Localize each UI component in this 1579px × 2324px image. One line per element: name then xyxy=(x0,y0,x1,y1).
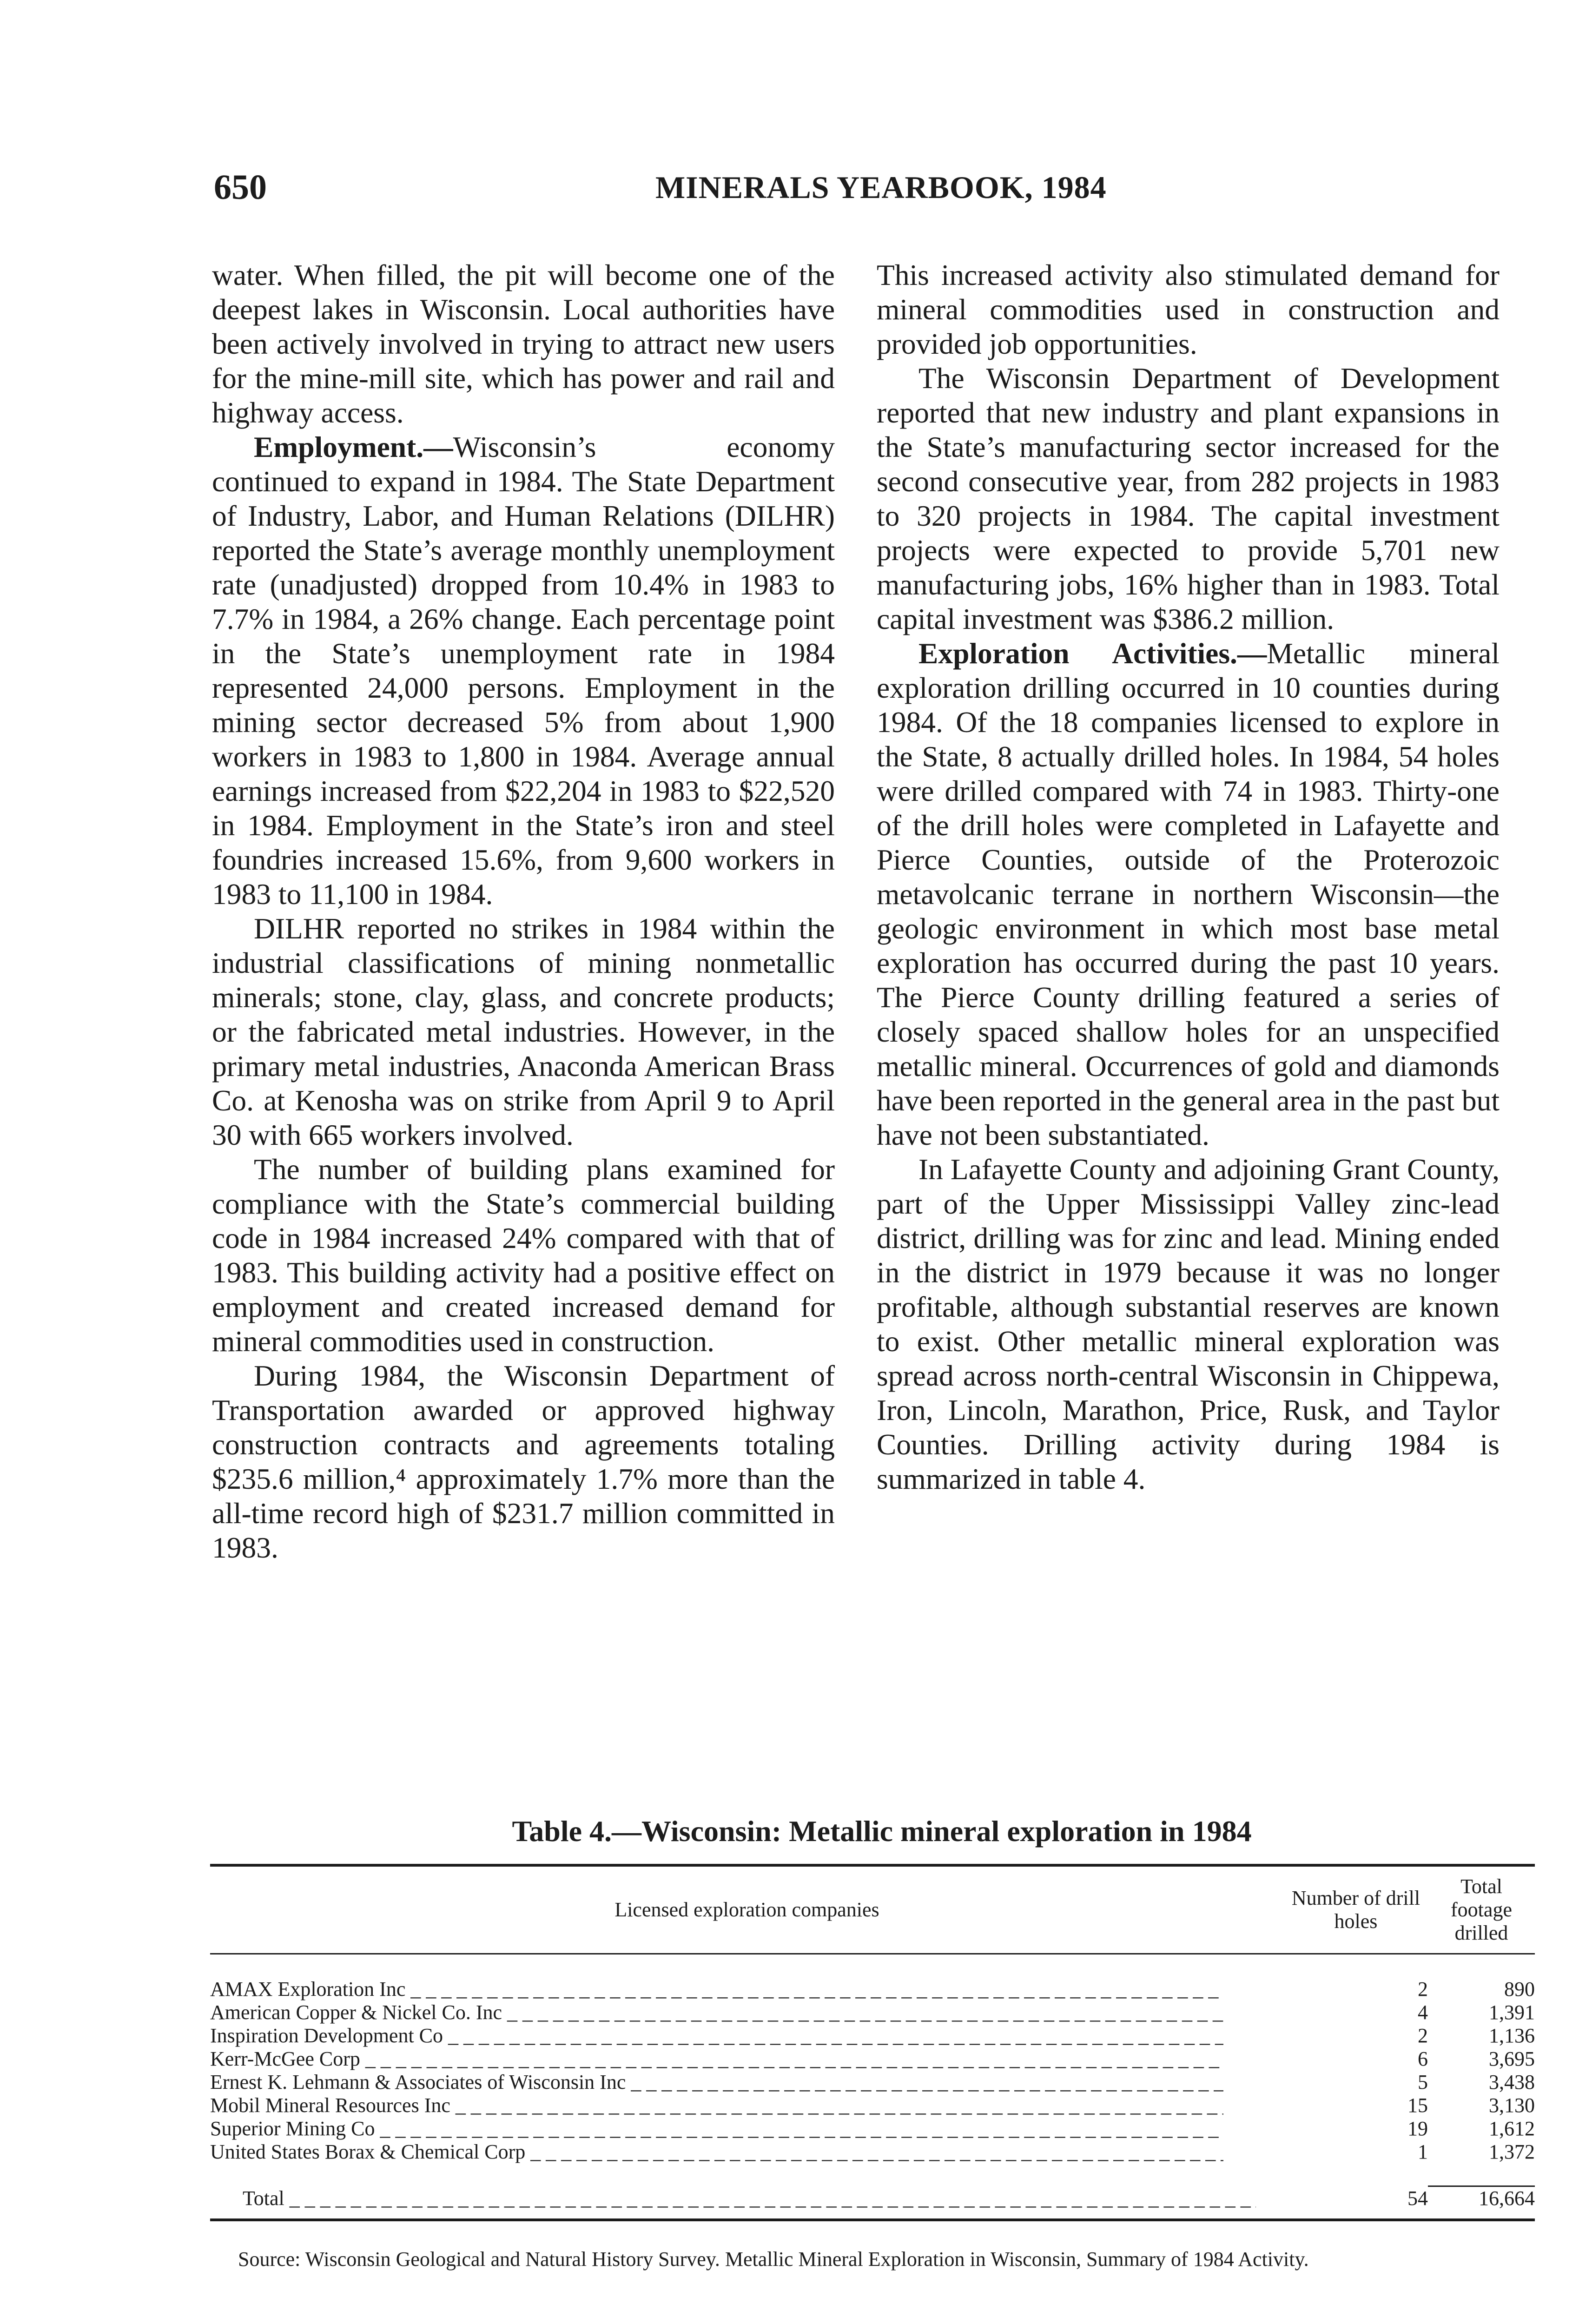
company-cell-wrap xyxy=(210,2047,1223,2071)
leader-dots xyxy=(525,2140,1223,2163)
company-cell xyxy=(210,2094,1284,2117)
company-cell xyxy=(210,2071,1284,2094)
leader-dots xyxy=(626,2071,1223,2093)
leader-dots xyxy=(405,1978,1223,2000)
company-cell-wrap xyxy=(210,1978,1223,2001)
right-paragraph-4: In Lafayette County and adjoining Grant County, part of the Upper Mississippi Valley zinc-lead district, drilling was for zinc and lead. Mining ended in the district in 1979 because it was no longer profitable, although substantial reserves are known to exist. Other metallic mineral exploration was spread across north-central Wisconsin in Chippewa, Iron, Lincoln, Marathon, Price, Rusk, and Taylor Counties. Drilling activity during 1984 is summarized in table 4. xyxy=(877,1153,1500,1495)
footage-cell: 1,391 xyxy=(1489,2001,1535,2024)
table-total-row xyxy=(210,2187,1535,2210)
leader-dots xyxy=(502,2001,1223,2024)
total-label-text: Total xyxy=(243,2187,284,2210)
company-name: Inspiration Development Co xyxy=(210,2024,443,2047)
running-head: MINERALS YEARBOOK, 1984 xyxy=(655,170,1107,205)
total-label xyxy=(210,2187,1256,2210)
company-cell xyxy=(210,2117,1284,2140)
company-cell xyxy=(210,2024,1284,2047)
table-title: Table 4.—Wisconsin: Metallic mineral exploration in 1984 xyxy=(512,1815,1252,1848)
left-paragraph-1: water. When filled, the pit will become one of the deepest lakes in Wisconsin. Local authorities have been actively involved in trying to attract new users for the mine-mill site, which has power and rail and highway access. xyxy=(212,258,835,429)
company-cell-wrap xyxy=(210,2071,1223,2094)
company-cell-wrap xyxy=(210,2001,1223,2024)
left-paragraph-3: DILHR reported no strikes in 1984 within the industrial classifications of mining nonmetallic minerals; stone, clay, glass, and concrete products; or the fabricated metal industries. However, in the primary metal industries, Anaconda American Brass Co. at Kenosha was on strike from April 9 to April 30 with 665 workers involved. xyxy=(212,912,835,1151)
table-body xyxy=(210,1954,1535,2164)
leader-dots xyxy=(443,2024,1223,2047)
company-name: Kerr-McGee Corp xyxy=(210,2047,360,2070)
company-cell-wrap xyxy=(210,2094,1223,2117)
table-spacer xyxy=(210,1954,1535,1978)
table-row xyxy=(210,2001,1535,2024)
table-total-body xyxy=(210,2164,1535,2210)
company-name: Superior Mining Co xyxy=(210,2117,375,2140)
table-row xyxy=(210,2071,1535,2094)
leader-dots xyxy=(375,2117,1223,2140)
employment-text: Wisconsin’s economy continued to expand in 1984. The State Department of Industry, Labor, and Human Relations (DILHR) reported the State’s average monthly unemployment rate (unadjusted) dropped from 10.4% in 1983 to 7.7% in 1984, a 26% change. Each percentage point in the State’s unemployment rate in 1984 represented 24,000 persons. Employment in the mining sector decreased 5% from about 1,900 workers in 1983 to 1,800 in 1984. Average annual earnings increased from $22,204 in 1983 to $22,520 in 1984. Employment in the State’s iron and steel foundries increased 15.6%, from 9,600 workers in 1983 to 11,100 in 1984. xyxy=(212,430,835,911)
total-footage: 16,664 xyxy=(1479,2187,1535,2210)
right-column xyxy=(877,258,1500,1496)
employment-run-in-heading: Employment.— xyxy=(254,430,453,463)
drill-holes-cell: 2 xyxy=(1418,2024,1428,2047)
right-paragraph-1: This increased activity also stimulated demand for mineral commodities used in construction and provided job opportunities. xyxy=(877,258,1500,360)
footage-cell: 1,136 xyxy=(1489,2024,1535,2047)
drill-holes-cell: 4 xyxy=(1418,2001,1428,2024)
leader-dots xyxy=(360,2047,1223,2070)
header-drill-holes: Number of drill holes xyxy=(1284,1867,1428,1954)
table-row xyxy=(210,2024,1535,2047)
total-leader-dots xyxy=(284,2187,1256,2210)
table-row xyxy=(210,1978,1535,2001)
drill-holes-cell: 5 xyxy=(1418,2071,1428,2093)
exploration-table xyxy=(210,1867,1535,2210)
exploration-run-in-heading: Exploration Activities.— xyxy=(918,637,1267,670)
company-name: American Copper & Nickel Co. Inc xyxy=(210,2001,502,2024)
drill-holes-cell: 1 xyxy=(1418,2140,1428,2163)
left-paragraph-2 xyxy=(212,430,835,911)
right-paragraph-3 xyxy=(877,636,1500,1152)
company-cell xyxy=(210,1978,1284,2001)
drill-holes-cell: 6 xyxy=(1418,2047,1428,2070)
header-companies: Licensed exploration companies xyxy=(210,1867,1284,1954)
table-row xyxy=(210,2047,1535,2071)
header-total-footage: Total footage drilled xyxy=(1428,1867,1535,1954)
company-cell-wrap xyxy=(210,2117,1223,2140)
footage-cell: 3,130 xyxy=(1489,2094,1535,2117)
table-row xyxy=(210,2140,1535,2164)
drill-holes-cell: 19 xyxy=(1407,2117,1428,2140)
company-name: Ernest K. Lehmann & Associates of Wisconsin Inc xyxy=(210,2071,626,2093)
leader-dots xyxy=(450,2094,1223,2117)
table-header-row xyxy=(210,1867,1535,1954)
company-cell xyxy=(210,2047,1284,2071)
table-bottom-rule xyxy=(210,2218,1535,2221)
footage-cell: 3,438 xyxy=(1489,2071,1535,2093)
exploration-text: Metallic mineral exploration drilling occurred in 10 counties during 1984. Of the 18 companies licensed to explore in the State, 8 actually drilled holes. In 1984, 54 holes were drilled compared with 74 in 1983. Thirty-one of the drill holes were completed in Lafayette and Pierce Counties, outside of the Proterozoic metavolcanic terrane in northern Wisconsin—the geologic environment in which most base metal exploration has occurred during the past 10 years. The Pierce County drilling featured a series of closely spaced shallow holes for an unspecified metallic mineral. Occurrences of gold and diamonds have been reported in the general area in the past but have not been substantiated. xyxy=(877,637,1500,1151)
page-number: 650 xyxy=(214,168,267,207)
company-name: United States Borax & Chemical Corp xyxy=(210,2140,526,2163)
sum-rule-row xyxy=(210,2164,1535,2187)
left-paragraph-5: During 1984, the Wisconsin Department of Transportation awarded or approved highway construction contracts and agreements totaling $235.6 million,⁴ approximately 1.7% more than the all-time record high of $231.7 million committed in 1983. xyxy=(212,1359,835,1564)
left-paragraph-4: The number of building plans examined for compliance with the State’s commercial building code in 1984 increased 24% compared with that of 1983. This building activity had a positive effect on employment and created increased demand for mineral commodities used in construction. xyxy=(212,1153,835,1358)
left-column xyxy=(212,258,835,1565)
right-paragraph-2: The Wisconsin Department of Development reported that new industry and plant expansions in the State’s manufacturing sector increased for the second consecutive year, from 282 projects in 1983 to 320 projects in 1984. The capital investment projects were expected to provide 5,701 new manufacturing jobs, 16% higher than in 1983. Total capital investment was $386.2 million. xyxy=(877,362,1500,635)
page-header xyxy=(214,167,1553,218)
table-source-note: Source: Wisconsin Geological and Natural History Survey. Metallic Mineral Exploration in Wisconsin, Summary of 1984 Activity. xyxy=(238,2248,1309,2271)
total-drill-holes: 54 xyxy=(1407,2187,1428,2210)
footage-cell: 890 xyxy=(1504,1978,1535,2000)
drill-holes-cell: 15 xyxy=(1407,2094,1428,2117)
exploration-table-block xyxy=(210,1808,1535,2270)
footage-cell: 1,372 xyxy=(1489,2140,1535,2163)
company-name: Mobil Mineral Resources Inc xyxy=(210,2094,450,2117)
company-cell-wrap xyxy=(210,2024,1223,2047)
table-row xyxy=(210,2117,1535,2140)
company-cell xyxy=(210,2140,1284,2164)
drill-holes-cell: 2 xyxy=(1418,1978,1428,2000)
footage-cell: 1,612 xyxy=(1489,2117,1535,2140)
table-row xyxy=(210,2094,1535,2117)
company-cell xyxy=(210,2001,1284,2024)
company-cell-wrap xyxy=(210,2140,1223,2164)
footage-cell: 3,695 xyxy=(1489,2047,1535,2070)
company-name: AMAX Exploration Inc xyxy=(210,1978,406,2000)
